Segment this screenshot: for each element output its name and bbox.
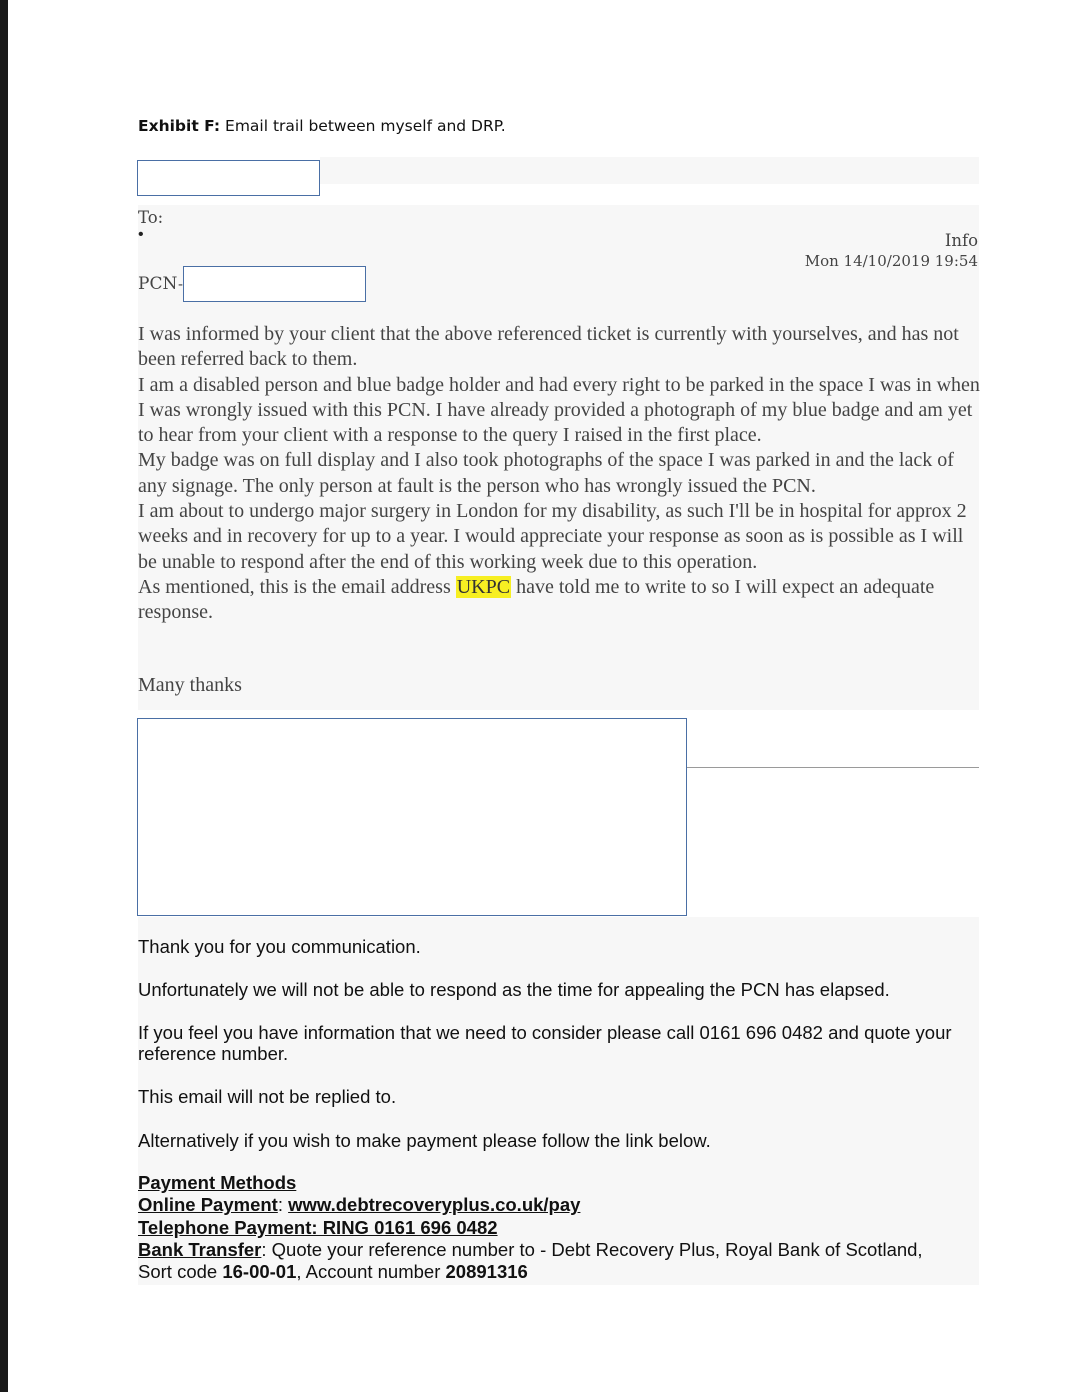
body-paragraph-2: I am a disabled person and blue badge holder and had every right to be parked in the space I was in when I was wrongly issued with this PCN. I have already provided a photograph of my blue badge and am yet to hear from your client with a response to the query I raised in the first place. xyxy=(138,373,980,447)
ukpc-highlight: UKPC xyxy=(456,575,511,598)
pcn-label: PCN xyxy=(138,274,178,294)
reply-line-2: Unfortunately we will not be able to respond as the time for appealing the PCN has elapsed. xyxy=(138,979,890,1000)
sort-code: 16-00-01 xyxy=(222,1261,297,1283)
bank-transfer-text: : Quote your reference number to - Debt Recovery Plus, Royal Bank of Scotland, xyxy=(261,1238,923,1260)
reply-line-5: Alternatively if you wish to make payment please follow the link below. xyxy=(138,1130,711,1151)
body-paragraph-5 xyxy=(138,575,983,626)
reply-line-1: Thank you for you communication. xyxy=(138,936,421,957)
email-body xyxy=(138,322,983,626)
exhibit-label: Exhibit F: xyxy=(138,117,221,135)
signoff: Many thanks xyxy=(138,674,242,696)
email-date: Mon 14/10/2019 19:54 xyxy=(804,252,978,270)
to-label: To: xyxy=(138,208,164,227)
body-paragraph-1: I was informed by your client that the above referenced ticket is currently with yourselves, and has not been referred back to them. xyxy=(138,323,959,371)
account-prefix: , Account number xyxy=(296,1261,446,1283)
online-payment-link[interactable]: www.debtrecoveryplus.co.uk/pay xyxy=(288,1194,581,1216)
sort-code-prefix: Sort code xyxy=(138,1261,223,1283)
redacted-sender-box xyxy=(137,160,320,196)
recipient-bullet: • xyxy=(138,226,144,243)
bank-transfer-label: Bank Transfer xyxy=(138,1238,262,1260)
reply-line-3: If you feel you have information that we need to consider please call 0161 696 0482 and quote your reference number. xyxy=(138,1022,952,1064)
exhibit-heading xyxy=(138,117,506,135)
payment-methods-title: Payment Methods xyxy=(138,1172,297,1193)
divider-line xyxy=(687,767,979,768)
p5-start: As mentioned, this is the email address xyxy=(138,575,456,598)
telephone-payment: Telephone Payment: RING 0161 696 0482 xyxy=(138,1216,498,1238)
redacted-signature-box xyxy=(137,718,687,916)
sender-name: Info xyxy=(944,231,978,250)
reply-line-4: This email will not be replied to. xyxy=(138,1086,397,1107)
account-number: 20891316 xyxy=(445,1261,528,1283)
exhibit-text: Email trail between myself and DRP. xyxy=(220,117,506,135)
left-edge-bar xyxy=(0,0,8,1392)
online-payment-sep: : xyxy=(277,1194,289,1216)
email-header-band xyxy=(320,157,979,184)
body-paragraph-4: I am about to undergo major surgery in London for my disability, as such I'll be in hospital for approx 2 weeks and in recovery for up to a year. I would appreciate your response as soon as is possible as I will be unable to respond after the end of this working week due to this operation. xyxy=(138,500,967,573)
payment-methods xyxy=(138,1172,983,1283)
redacted-pcn-box xyxy=(183,266,366,302)
p5-end: have told me to write to so I will expect an adequate response. xyxy=(138,575,935,624)
email-meta xyxy=(805,230,978,272)
online-payment-label: Online Payment xyxy=(138,1194,278,1216)
body-paragraph-3: My badge was on full display and I also took photographs of the space I was parked in and the lack of any signage. The only person at fault is the person who has wrongly issued the PCN. xyxy=(138,449,954,497)
pcn-dash: - xyxy=(178,276,183,293)
